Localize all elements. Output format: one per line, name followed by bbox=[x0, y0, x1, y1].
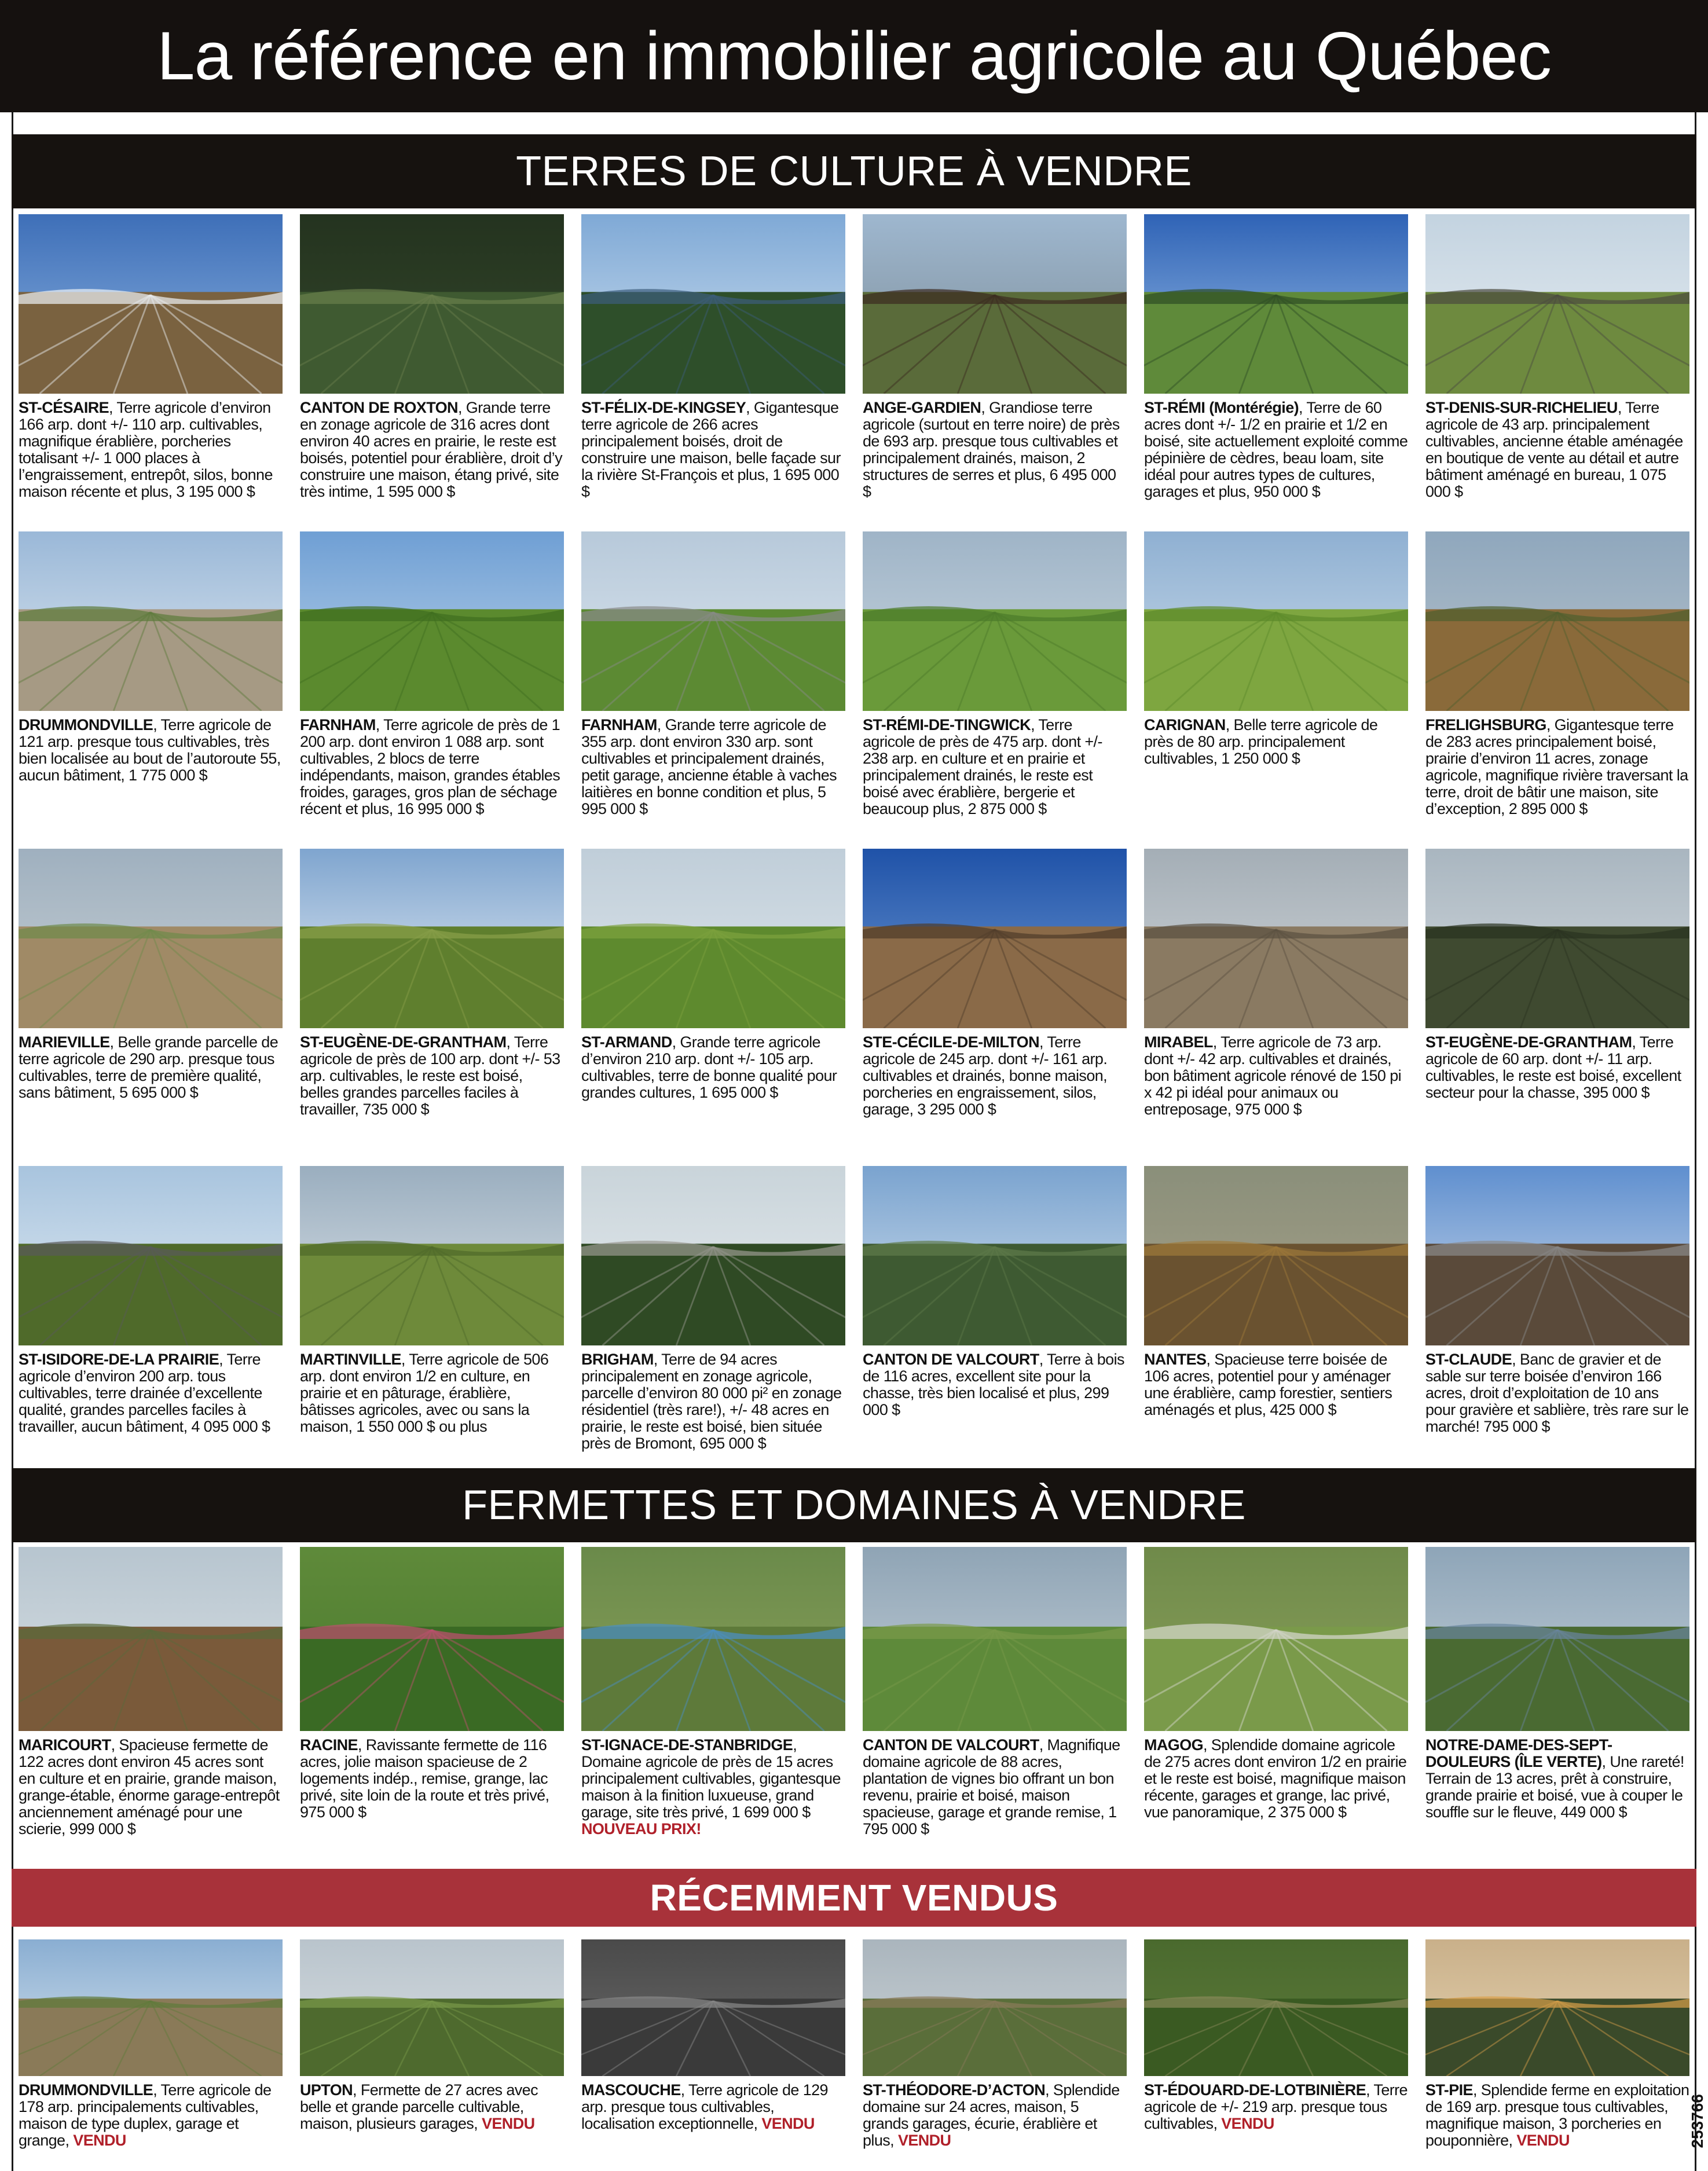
listing-location: ST-EUGÈNE-DE-GRANTHAM bbox=[1425, 1033, 1632, 1051]
fermette-listing-card[interactable] bbox=[863, 1547, 1127, 1853]
listing-description bbox=[581, 1034, 845, 1145]
grid-terres bbox=[19, 214, 1689, 1462]
listing-details: , Terre de 60 acres dont +/- 1/2 en prairie et 1/2 en boisé, site actuellement exploité comme pépinière de cèdres, beau loam, site idéal pour autres types de cultures, garages et plus, 950 000 $ bbox=[1144, 399, 1408, 500]
terre-listing-card[interactable] bbox=[1425, 1166, 1689, 1462]
vendu-listing-card[interactable] bbox=[300, 1939, 564, 2157]
listing-photo bbox=[863, 1939, 1127, 2076]
listing-photo bbox=[1425, 214, 1689, 394]
vendu-listing-card[interactable] bbox=[1144, 1939, 1408, 2157]
listing-description bbox=[300, 1034, 564, 1145]
terre-listing-card[interactable] bbox=[300, 1166, 564, 1462]
listing-photo bbox=[1144, 1547, 1408, 1731]
top-banner bbox=[0, 0, 1708, 112]
listing-description bbox=[19, 399, 283, 511]
vendu-listing-card[interactable] bbox=[19, 1939, 283, 2157]
listing-description bbox=[1144, 399, 1408, 511]
terre-listing-card[interactable] bbox=[300, 214, 564, 511]
listing-details: , Spacieuse fermette de 122 acres dont environ 45 acres sont en culture et en prairie, grande maison, grange-étable, énorme garage-entrepôt anciennement aménagé pour une scierie, 999 000 $ bbox=[19, 1736, 280, 1838]
listing-location: MARICOURT bbox=[19, 1736, 111, 1754]
listing-photo bbox=[19, 849, 283, 1028]
listing-photo bbox=[300, 1547, 564, 1731]
listing-details: , Belle terre agricole de près de 80 arp. principalement cultivables, 1 250 000 $ bbox=[1144, 716, 1378, 767]
listing-description bbox=[300, 717, 564, 828]
listing-location: ST-CÉSAIRE bbox=[19, 399, 109, 416]
listing-details: , Terre de 94 acres principalement en zonage agricole, parcelle d’environ 80 000 pi² en zonage résidentiel (très rare!), +/- 48 acres en prairie, le reste est boisé, bien située près de Bromont, 695 000 $ bbox=[581, 1351, 842, 1452]
listing-details: , Terre agricole de 73 arp. dont +/- 42 arp. cultivables et drainés, bon bâtiment agricole rénové de 150 pi x 42 pi idéal pour animaux ou entreposage, 975 000 $ bbox=[1144, 1033, 1402, 1118]
listing-details: , Grandiose terre agricole (surtout en terre noire) de près de 693 arp. presque tous cultivables et principalement drainés, maison, 2 structures de serres et plus, 6 495 000 $ bbox=[863, 399, 1120, 500]
section-title-fermettes: FERMETTES ET DOMAINES À VENDRE bbox=[462, 1482, 1246, 1528]
grid-vendus bbox=[19, 1939, 1689, 2157]
listing-location: ST-ARMAND bbox=[581, 1033, 672, 1051]
terre-listing-card[interactable] bbox=[1144, 1166, 1408, 1462]
listing-details: , Banc de gravier et de sable sur terre boisée d’environ 166 acres, droit d’exploitation de 10 ans pour gravière et sablière, très rare sur le marché! 795 000 $ bbox=[1425, 1351, 1689, 1435]
listing-photo bbox=[19, 531, 283, 711]
listing-photo bbox=[1425, 1547, 1689, 1731]
listing-description bbox=[1144, 717, 1408, 828]
terre-listing-card[interactable] bbox=[300, 531, 564, 828]
listing-details: , Terre agricole d’environ 166 arp. dont +/- 110 arp. cultivables, magnifique érablière, porcheries totalisant +/- 1 000 places à l’engraissement, entrepôt, silos, bonne maison récente et plus, 3 195 000 $ bbox=[19, 399, 273, 500]
sold-badge: VENDU bbox=[1516, 2132, 1570, 2149]
listing-details: , Gigantesque terre agricole de 266 acres principalement boisés, droit de construire une maison, belle façade sur la rivière St-François et plus, 1 695 000 $ bbox=[581, 399, 841, 500]
listing-description bbox=[581, 2082, 845, 2157]
listing-details: , Grande terre agricole de 355 arp. dont environ 330 arp. sont cultivables et principalement drainés, petit garage, ancienne étable à vaches laitières en bonne condition et plus, 5 995 000 $ bbox=[581, 716, 837, 817]
terre-listing-card[interactable] bbox=[581, 531, 845, 828]
listing-location: MAGOG bbox=[1144, 1736, 1203, 1754]
listing-description bbox=[1144, 1034, 1408, 1145]
listing-description bbox=[19, 1034, 283, 1145]
listing-photo bbox=[300, 1166, 564, 1345]
new-price-badge: NOUVEAU PRIX! bbox=[581, 1820, 701, 1838]
terre-listing-card[interactable] bbox=[863, 214, 1127, 511]
listing-location: ST-RÉMI (Montérégie) bbox=[1144, 399, 1299, 416]
listing-details: , Une rareté! Terrain de 13 acres, prêt à construire, grande prairie et boisé, vue à couper le souffle sur le fleuve, 449 000 $ bbox=[1425, 1753, 1684, 1821]
listing-location: MIRABEL bbox=[1144, 1033, 1213, 1051]
listing-photo bbox=[863, 849, 1127, 1028]
section-header-fermettes bbox=[12, 1468, 1696, 1542]
terre-listing-card[interactable] bbox=[1425, 214, 1689, 511]
listing-details: , Terre agricole de près de 100 arp. dont +/- 53 arp. cultivables, le reste est boisé, belles grandes parcelles faciles à travailler, 735 000 $ bbox=[300, 1033, 560, 1118]
listing-details: , Ravissante fermette de 116 acres, jolie maison spacieuse de 2 logements indép., remise, grange, lac privé, site loin de la route et très privé, 975 000 $ bbox=[300, 1736, 549, 1821]
sold-badge: VENDU bbox=[73, 2132, 126, 2149]
section-title-terres: TERRES DE CULTURE À VENDRE bbox=[516, 148, 1192, 195]
listing-details: , Spacieuse terre boisée de 106 acres, potentiel pour y aménager une érablière, camp forestier, sentiers aménagés et plus, 425 000 $ bbox=[1144, 1351, 1392, 1418]
listing-location: FARNHAM bbox=[300, 716, 376, 734]
listing-description bbox=[1144, 2082, 1408, 2157]
listing-details: , Terre agricole de 178 arp. principalements cultivables, maison de type duplex, garage et grange, bbox=[19, 2081, 272, 2149]
terre-listing-card[interactable] bbox=[581, 214, 845, 511]
listing-description bbox=[1144, 1351, 1408, 1462]
terre-listing-card[interactable] bbox=[863, 531, 1127, 828]
listing-description bbox=[581, 399, 845, 511]
listing-description bbox=[19, 2082, 283, 2157]
listing-details: , Terre agricole de 245 arp. dont +/- 161 arp. cultivables et drainés, bonne maison, porcheries en engraissement, silos, garage, 3 295 000 $ bbox=[863, 1033, 1108, 1118]
vendu-listing-card[interactable] bbox=[1425, 1939, 1689, 2157]
listing-location: CANTON DE ROXTON bbox=[300, 399, 458, 416]
listing-photo bbox=[19, 1939, 283, 2076]
listing-location: NANTES bbox=[1144, 1351, 1207, 1368]
section-title-vendus: RÉCEMMENT VENDUS bbox=[650, 1877, 1058, 1919]
listing-details: , Grande terre agricole d’environ 210 arp. dont +/- 105 arp. cultivables, terre de bonne qualité pour grandes cultures, 1 695 000 $ bbox=[581, 1033, 837, 1101]
listing-location: RACINE bbox=[300, 1736, 358, 1754]
listing-photo bbox=[19, 214, 283, 394]
listing-photo bbox=[300, 531, 564, 711]
listing-photo bbox=[1425, 1939, 1689, 2076]
terre-listing-card[interactable] bbox=[581, 849, 845, 1145]
listing-location: MARTINVILLE bbox=[300, 1351, 401, 1368]
listing-photo bbox=[581, 1939, 845, 2076]
terre-listing-card[interactable] bbox=[1425, 849, 1689, 1145]
listing-location: ST-CLAUDE bbox=[1425, 1351, 1512, 1368]
listing-location: ST-ISIDORE-DE-LA PRAIRIE bbox=[19, 1351, 219, 1368]
listing-details: , Grande terre en zonage agricole de 316 acres dont environ 40 acres en prairie, le reste est boisés, potentiel pour érablière, droit d’y construire une maison, étang privé, site très intime, 1 595 000 $ bbox=[300, 399, 562, 500]
terre-listing-card[interactable] bbox=[1144, 214, 1408, 511]
listing-location: MARIEVILLE bbox=[19, 1033, 110, 1051]
listing-photo bbox=[1144, 849, 1408, 1028]
listing-description bbox=[581, 1737, 845, 1853]
terre-listing-card[interactable] bbox=[1144, 849, 1408, 1145]
listing-details: , Terre agricole d’environ 200 arp. tous cultivables, terre drainée d’excellente qualité, grandes parcelles faciles à travailler, aucun bâtiment, 4 095 000 $ bbox=[19, 1351, 270, 1435]
listing-details: , Gigantesque terre de 283 acres principalement boisé, prairie d’environ 11 acres, zonage agricole, magnifique rivière traversant la terre, droit de bâtir une maison, site d’exception, 2 895 000 $ bbox=[1425, 716, 1688, 817]
listing-photo bbox=[19, 1166, 283, 1345]
vendu-listing-card[interactable] bbox=[863, 1939, 1127, 2157]
listing-details: , Domaine agricole de près de 15 acres principalement cultivables, gigantesque maison à la finition luxueuse, grand garage, site très privé, 1 699 000 $ bbox=[581, 1736, 841, 1821]
listing-description bbox=[863, 2082, 1127, 2157]
listing-details: , Terre agricole de 43 arp. principalement cultivables, ancienne étable aménagée en boutique de vente au détail et autre bâtiment aménagé en bureau, 1 075 000 $ bbox=[1425, 399, 1683, 500]
fermette-listing-card[interactable] bbox=[581, 1547, 845, 1853]
listing-location: ST-DENIS-SUR-RICHELIEU bbox=[1425, 399, 1618, 416]
listing-description bbox=[300, 1351, 564, 1462]
terre-listing-card[interactable] bbox=[19, 531, 283, 828]
terre-listing-card[interactable] bbox=[19, 849, 283, 1145]
listing-location: ST-THÉODORE-D’ACTON bbox=[863, 2081, 1046, 2099]
vendu-listing-card[interactable] bbox=[581, 1939, 845, 2157]
listing-description bbox=[19, 1351, 283, 1462]
fermette-listing-card[interactable] bbox=[1144, 1547, 1408, 1853]
listing-description bbox=[1425, 399, 1689, 511]
listing-location: ST-FÉLIX-DE-KINGSEY bbox=[581, 399, 746, 416]
listing-photo bbox=[581, 531, 845, 711]
listing-photo bbox=[1144, 531, 1408, 711]
ad-code: 253766 bbox=[1688, 2093, 1706, 2148]
listing-description bbox=[1425, 2082, 1689, 2157]
sold-badge: VENDU bbox=[897, 2132, 951, 2149]
listing-details: , Terre agricole de 129 arp. presque tous cultivables, localisation exceptionnelle, bbox=[581, 2081, 828, 2132]
listing-description bbox=[863, 399, 1127, 511]
listing-details: , Splendide domaine sur 24 acres, maison, 5 grands garages, écurie, érablière et plus, bbox=[863, 2081, 1120, 2149]
fermette-listing-card[interactable] bbox=[300, 1547, 564, 1853]
listing-details: , Terre agricole de 60 arp. dont +/- 11 arp. cultivables, le reste est boisé, excellent secteur pour la chasse, 395 000 $ bbox=[1425, 1033, 1681, 1101]
listing-details: , Terre agricole de 506 arp. dont environ 1/2 en culture, en prairie et en pâturage, érablière, bâtisses agricoles, avec ou sans la maison, 1 550 000 $ ou plus bbox=[300, 1351, 549, 1435]
listing-description bbox=[300, 2082, 564, 2157]
terre-listing-card[interactable] bbox=[1425, 531, 1689, 828]
listing-description bbox=[581, 717, 845, 828]
listing-photo bbox=[1425, 531, 1689, 711]
listing-photo bbox=[1144, 1166, 1408, 1345]
listing-location: MASCOUCHE bbox=[581, 2081, 681, 2099]
listing-details: , Magnifique domaine agricole de 88 acres, plantation de vignes bio offrant un bon revenu, prairie et boisé, maison spacieuse, garage et grande remise, 1 795 000 $ bbox=[863, 1736, 1120, 1838]
listing-location: DRUMMONDVILLE bbox=[19, 716, 153, 734]
terre-listing-card[interactable] bbox=[863, 849, 1127, 1145]
listing-details: , Terre agricole de 121 arp. presque tous cultivables, très bien localisée au bout de l’autoroute 55, aucun bâtiment, 1 775 000 $ bbox=[19, 716, 281, 784]
listing-photo bbox=[863, 531, 1127, 711]
listing-location: STE-CÉCILE-DE-MILTON bbox=[863, 1033, 1039, 1051]
listing-description bbox=[1425, 1034, 1689, 1145]
listing-photo bbox=[1144, 1939, 1408, 2076]
listing-photo bbox=[581, 849, 845, 1028]
terre-listing-card[interactable] bbox=[1144, 531, 1408, 828]
sold-badge: VENDU bbox=[1221, 2115, 1274, 2132]
listing-photo bbox=[1425, 849, 1689, 1028]
sold-badge: VENDU bbox=[761, 2115, 815, 2132]
listing-description bbox=[863, 1351, 1127, 1462]
terre-listing-card[interactable] bbox=[19, 1166, 283, 1462]
listing-details: , Terre agricole de +/- 219 arp. presque tous cultivables, bbox=[1144, 2081, 1408, 2132]
page-title: La référence en immobilier agricole au Québec bbox=[156, 18, 1552, 94]
listing-location: ST-IGNACE-DE-STANBRIDGE bbox=[581, 1736, 793, 1754]
section-header-vendus bbox=[12, 1869, 1696, 1927]
grid-fermettes bbox=[19, 1547, 1689, 1853]
listing-description bbox=[863, 1737, 1127, 1853]
listing-location: CARIGNAN bbox=[1144, 716, 1226, 734]
listing-description bbox=[300, 1737, 564, 1853]
listing-location: BRIGHAM bbox=[581, 1351, 654, 1368]
sold-badge: VENDU bbox=[481, 2115, 535, 2132]
listing-photo bbox=[581, 1547, 845, 1731]
listing-description bbox=[1425, 1351, 1689, 1462]
listing-description bbox=[581, 1351, 845, 1462]
listing-description bbox=[1144, 1737, 1408, 1853]
listing-description bbox=[1425, 1737, 1689, 1853]
fermette-listing-card[interactable] bbox=[1425, 1547, 1689, 1853]
listing-photo bbox=[1144, 214, 1408, 394]
section-header-terres bbox=[12, 134, 1696, 208]
listing-location: DRUMMONDVILLE bbox=[19, 2081, 153, 2099]
listing-photo bbox=[19, 1547, 283, 1731]
listing-description bbox=[863, 717, 1127, 828]
listing-details: , Splendide domaine agricole de 275 acres dont environ 1/2 en prairie et le reste est boisé, magnifique maison récente, garages et grange, lac privé, vue panoramique, 2 375 000 $ bbox=[1144, 1736, 1407, 1821]
listing-description bbox=[19, 1737, 283, 1853]
listing-location: FRELIGHSBURG bbox=[1425, 716, 1546, 734]
fermette-listing-card[interactable] bbox=[19, 1547, 283, 1853]
listing-details: , Splendide ferme en exploitation de 169 arp. presque tous cultivables, magnifique maison, 3 porcheries en pouponnière, bbox=[1425, 2081, 1689, 2149]
terre-listing-card[interactable] bbox=[300, 849, 564, 1145]
listing-photo bbox=[300, 214, 564, 394]
listing-location: UPTON bbox=[300, 2081, 353, 2099]
listing-details: , Terre agricole de près de 475 arp. dont +/- 238 arp. en culture et en prairie et principalement drainés, le reste est boisé avec érablière, bergerie et beaucoup plus, 2 875 000 $ bbox=[863, 716, 1102, 817]
listing-location: ST-ÉDOUARD-DE-LOTBINIÈRE bbox=[1144, 2081, 1366, 2099]
listing-description bbox=[1425, 717, 1689, 828]
listing-photo bbox=[863, 214, 1127, 394]
listing-photo bbox=[300, 849, 564, 1028]
listing-location: NOTRE-DAME-DES-SEPT-DOULEURS (ÎLE VERTE) bbox=[1425, 1736, 1612, 1770]
listing-location: ST-EUGÈNE-DE-GRANTHAM bbox=[300, 1033, 507, 1051]
terre-listing-card[interactable] bbox=[581, 1166, 845, 1462]
listing-details: , Fermette de 27 acres avec belle et grande parcelle cultivable, maison, plusieurs garages, bbox=[300, 2081, 538, 2132]
terre-listing-card[interactable] bbox=[19, 214, 283, 511]
listing-photo bbox=[581, 214, 845, 394]
listing-description bbox=[863, 1034, 1127, 1145]
listing-photo bbox=[863, 1547, 1127, 1731]
terre-listing-card[interactable] bbox=[863, 1166, 1127, 1462]
listing-description bbox=[19, 717, 283, 828]
listing-description bbox=[300, 399, 564, 511]
listing-location: CANTON DE VALCOURT bbox=[863, 1736, 1039, 1754]
listing-location: CANTON DE VALCOURT bbox=[863, 1351, 1039, 1368]
listing-location: ST-PIE bbox=[1425, 2081, 1473, 2099]
listing-details: , Terre agricole de près de 1 200 arp. dont environ 1 088 arp. sont cultivables, 2 blocs de terre indépendants, maison, grandes étables froides, garages, gros plan de séchage récent et plus, 16 995 000 $ bbox=[300, 716, 560, 817]
listing-photo bbox=[863, 1166, 1127, 1345]
listing-details: , Belle grande parcelle de terre agricole de 290 arp. presque tous cultivables, terre de première qualité, sans bâtiment, 5 695 000 $ bbox=[19, 1033, 278, 1101]
listing-photo bbox=[1425, 1166, 1689, 1345]
listing-details: , Terre à bois de 116 acres, excellent site pour la chasse, très bien localisé et plus, 299 000 $ bbox=[863, 1351, 1124, 1418]
listing-location: FARNHAM bbox=[581, 716, 657, 734]
listing-photo bbox=[300, 1939, 564, 2076]
listing-location: ANGE-GARDIEN bbox=[863, 399, 981, 416]
listing-location: ST-RÉMI-DE-TINGWICK bbox=[863, 716, 1031, 734]
listing-photo bbox=[581, 1166, 845, 1345]
